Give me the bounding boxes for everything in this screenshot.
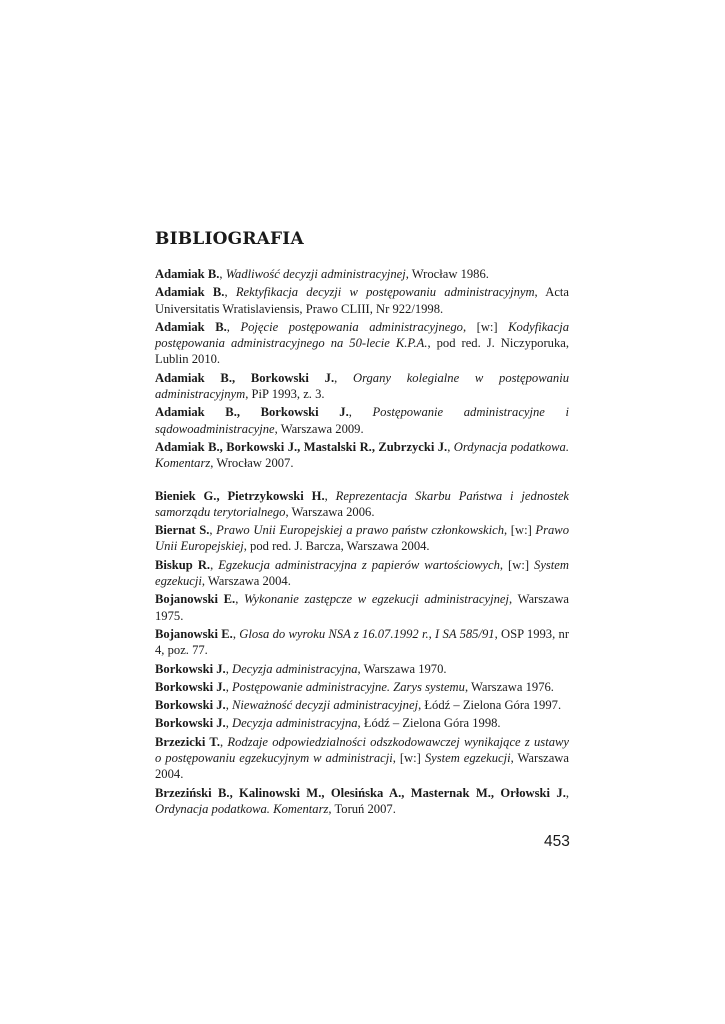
entry-title: Decyzja administracyjna (231, 716, 358, 731)
entry-details: , Łódź – Zielona Góra 1997. (418, 698, 562, 713)
entry-details: , Warszawa 1975. (155, 592, 570, 623)
entry-authors: Adamiak B., Borkowski J. (155, 370, 335, 385)
bibliography-group (155, 488, 569, 818)
entry-punct: , (447, 439, 454, 454)
entry-details-secondary: , Warszawa 2004. (155, 751, 569, 782)
entry-authors: Adamiak B., Borkowski J., Mastalski R., Zubrzycki J. (155, 439, 448, 454)
entry-punct: , (225, 661, 232, 676)
entry-punct: , (210, 557, 219, 572)
entry-punct: , (219, 734, 228, 749)
entry-title: Decyzja administracyjna (231, 661, 358, 676)
entry-details: , [w:] (462, 319, 509, 334)
bibliography-list (155, 266, 569, 819)
entry-authors: Bieniek G., Pietrzykowski H. (155, 488, 325, 503)
bibliography-entry (155, 626, 569, 659)
entry-authors: Adamiak B., Borkowski J. (155, 405, 349, 420)
entry-punct: , (225, 698, 232, 713)
bibliography-entry (155, 679, 569, 695)
entry-title: Rodzaje odpowiedzialności odszkodowawczej wynikające z ustawy o postępowaniu egzekucyjnym w administracji (155, 734, 569, 766)
entry-title: Ordynacja podatkowa. Komentarz (155, 439, 570, 471)
entry-details-secondary: , pod red. J. Barcza, Warszawa 2004. (243, 539, 430, 554)
bibliography-entry (155, 488, 569, 521)
entry-title-secondary: Prawo Unii Europejskiej (155, 523, 569, 554)
entry-punct: , (219, 267, 226, 281)
entry-authors: Borkowski J. (155, 716, 226, 731)
page-number: 453 (544, 833, 570, 850)
bibliography-entry (155, 284, 569, 317)
entry-authors: Adamiak B. (155, 267, 220, 281)
entry-authors: Adamiak B. (155, 319, 227, 334)
entry-title-secondary: Kodyfikacja postępowania administracyjnego na 50-lecie K.P.A. (155, 319, 569, 351)
bibliography-entry (155, 661, 569, 677)
entry-authors: Brzeziński B., Kalinowski M., Olesińska A., Masternak M., Orłowski J. (155, 785, 566, 800)
entry-title: Organy kolegialne w postępowaniu administracyjnym (155, 370, 569, 402)
entry-title: Nieważność decyzji administracyjnej (231, 698, 419, 713)
entry-details: , PiP 1993, z. 3. (245, 387, 325, 402)
entry-details: , OSP 1993, nr 4, poz. 77. (155, 626, 570, 658)
bibliography-entry (155, 591, 569, 624)
entry-details: , [w:] (392, 751, 425, 766)
entry-details: , Warszawa 1976. (464, 679, 554, 694)
entry-punct: , (232, 626, 240, 641)
entry-authors: Biernat S. (155, 523, 210, 538)
bibliography-entry (155, 785, 569, 818)
entry-details: , Toruń 2007. (328, 801, 396, 816)
entry-details: , Acta Universitatis Wratislaviensis, Prawo CLIII, Nr 922/1998. (155, 285, 569, 316)
entry-title: Rektyfikacja decyzji w postępowaniu administracyjnym (235, 285, 535, 300)
entry-title-secondary: System egzekucji (155, 557, 569, 589)
entry-title: Ordynacja podatkowa. Komentarz (155, 801, 329, 816)
entry-details-secondary: , Warszawa 2004. (201, 574, 291, 589)
entry-authors: Bojanowski E. (155, 626, 233, 641)
entry-authors: Borkowski J. (155, 679, 226, 694)
entry-punct: , (209, 523, 217, 538)
entry-punct: , (224, 285, 236, 300)
entry-details: , [w:] (499, 557, 535, 572)
entry-punct: , (324, 488, 336, 503)
bibliography-entry (155, 697, 569, 713)
entry-authors: Bojanowski E. (155, 592, 236, 607)
entry-authors: Adamiak B. (155, 285, 225, 300)
entry-punct: , (225, 679, 232, 694)
bibliography-entry (155, 522, 569, 555)
entry-title: Wykonanie zastępcze w egzekucji administracyjnej (244, 592, 509, 607)
entry-details: , Warszawa 2006. (285, 504, 375, 519)
entry-authors: Borkowski J. (155, 661, 226, 676)
entry-punct: , (348, 405, 373, 420)
bibliography-entry (155, 734, 569, 783)
bibliography-entry (155, 715, 569, 731)
entry-title: Wadliwość decyzji administracyjnej (225, 267, 406, 281)
entry-punct: , (235, 592, 245, 607)
bibliography-entry (155, 557, 569, 590)
entry-title: Pojęcie postępowania administracyjnego (240, 319, 463, 334)
entry-punct: , (334, 370, 353, 385)
entry-details: , Warszawa 2009. (274, 421, 364, 436)
bibliography-group (155, 266, 569, 472)
bibliography-entry (155, 439, 569, 472)
bibliography-entry (155, 266, 569, 282)
entry-title: Reprezentacja Skarbu Państwa i jednostek samorządu terytorialnego (155, 488, 569, 519)
entry-authors: Borkowski J. (155, 698, 226, 713)
entry-details: , Wrocław 1986. (405, 267, 489, 281)
entry-title: Postępowanie administracyjne. Zarys systemu (231, 679, 465, 694)
entry-details: , [w:] (504, 523, 536, 538)
entry-title-secondary: System egzekucji (424, 751, 511, 766)
entry-title: Glosa do wyroku NSA z 16.07.1992 r., I SA 585/91 (239, 626, 495, 641)
entry-title: Postępowanie administracyjne i sądowoadministracyjne (155, 405, 569, 436)
entry-details: , Warszawa 1970. (357, 661, 447, 676)
bibliography-entry (155, 370, 569, 403)
entry-punct: , (565, 785, 569, 800)
page-title: BIBLIOGRAFIA (155, 229, 304, 249)
entry-authors: Biskup R. (155, 557, 211, 572)
entry-title: Egzekucja administracyjna z papierów wartościowych (218, 557, 500, 572)
entry-authors: Brzezicki T. (155, 734, 220, 749)
entry-title: Prawo Unii Europejskiej a prawo państw członkowskich (216, 523, 505, 538)
entry-details: , Wrocław 2007. (210, 456, 294, 471)
bibliography-entry (155, 319, 569, 368)
entry-details: , Łódź – Zielona Góra 1998. (357, 716, 501, 731)
bibliography-entry (155, 404, 569, 437)
entry-punct: , (226, 319, 241, 334)
entry-punct: , (225, 716, 232, 731)
entry-details-secondary: , pod red. J. Niczyporuka, Lublin 2010. (155, 336, 569, 367)
